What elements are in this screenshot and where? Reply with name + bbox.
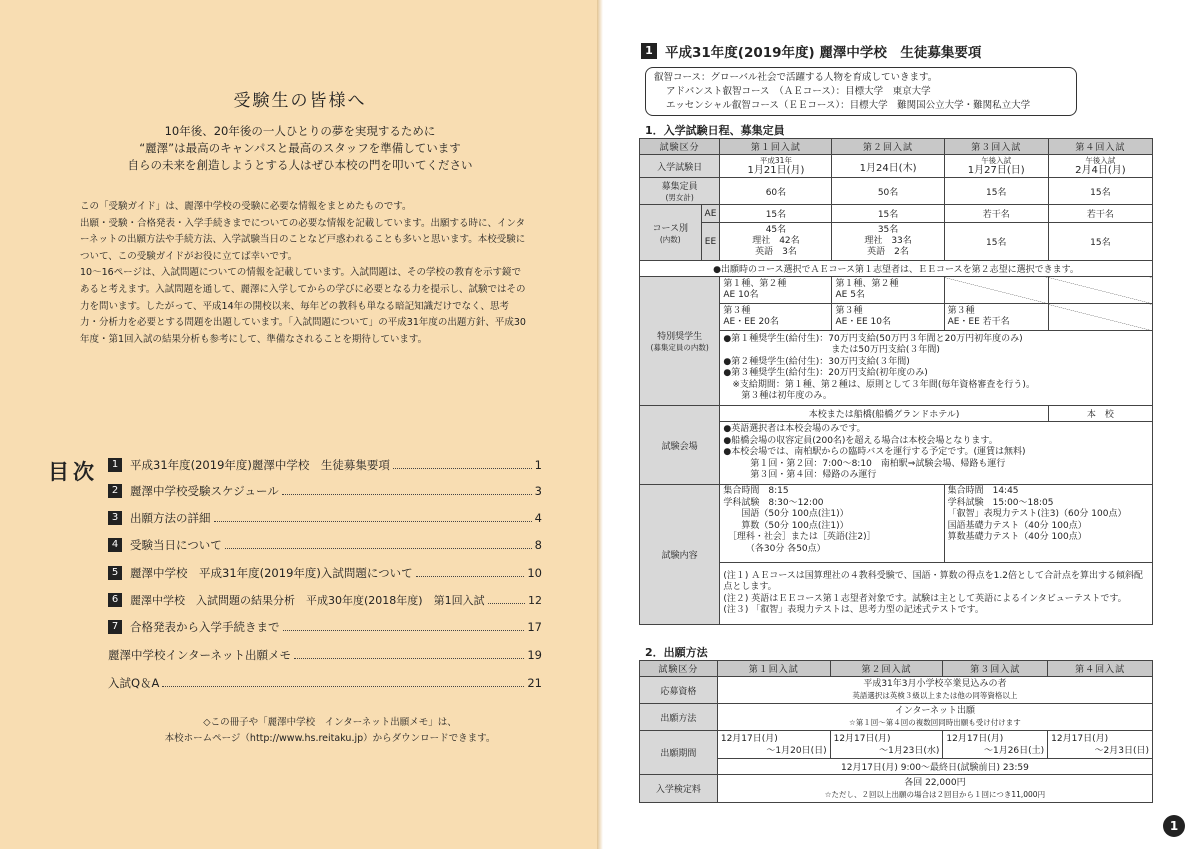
body-paragraph: 10～16ページは、入試問題についての情報を記載しています。入試問題は、その学校の教育を示す鏡であると考えます。入試問題を通して、麗澤に入学してからの学びに必要となる力を提示し、試験ではその力を問います。したがって、平成14年の開校以来、毎年どの教科も単なる暗記知識だけでなく、思考力・分析力を必要とする問題を出題しています。「入試問題について」の平成31年度の出題方針、平成30年度・第1回入試の結果分析も参考にして、準備なされることを期待しています。	[80, 267, 526, 345]
toc-page: 12	[528, 593, 542, 607]
intro-body	[80, 199, 526, 348]
toc-item[interactable]: 2 麗澤中学校受験スケジュール 3	[108, 481, 542, 501]
section-number: 1	[641, 43, 657, 59]
body-paragraph: 出願・受験・合格発表・入学手続きまでについての必要な情報を記載しています。出願する時に、インターネットの出願方法や手続方法、入学試験当日のことなど戸惑われることも多いと思います。本校受験について、この受験ガイドがお役に立てば幸いです。	[80, 217, 526, 262]
toc-item[interactable]: 1 平成31年度(2019年度)麗澤中学校 生徒募集要項 1	[108, 455, 542, 475]
toc-number: 5	[108, 566, 122, 580]
toc-heading: 目次	[48, 460, 98, 484]
lead-line: 自らの未来を創造しようとする人はぜひ本校の門を叩いてください	[127, 158, 473, 172]
section-title: 1 平成31年度(2019年度) 麗澤中学校 生徒募集要項	[641, 41, 981, 61]
toc-number: 4	[108, 538, 122, 552]
apply-heading: 2．出願方法	[645, 646, 708, 659]
intro-title: 受験生の皆様へ	[233, 91, 367, 111]
toc-page: 4	[534, 511, 542, 525]
application-table: 試験区分 第１回入試 第２回入試 第３回入試 第４回入試 応募資格 平成31年3月小学校卒業見込みの者 英語選択は英検３級以上または他の同等資格以上 出願方法 インターネット出願 ☆第１回～第４回の複数回同時出願も受け付けます 出願期間 12月17日(月) ～1月20日(日) 12月17日(月) ～1月23日(水) 12月17日(月) ～1月26日(土) 12月17日(月) ～2月3日(日) 12月17日(月) 9:00～最終日(試験前日) 23:59 入学検定料 各回 22,000円 ☆ただし、２回以上出願の場合は２回目から１回につき11,000円	[639, 660, 1153, 803]
toc-page: 1	[534, 458, 542, 472]
lead-line: 10年後、20年後の一人ひとりの夢を実現するために	[164, 124, 436, 138]
right-page	[603, 0, 1200, 849]
toc-number: 3	[108, 511, 122, 525]
toc-page: 8	[534, 538, 542, 552]
download-note: 本校ホームページ（http://www.hs.reitaku.jp）からダウンロードできます。	[164, 733, 496, 744]
body-paragraph: この「受験ガイド」は、麗澤中学校の受験に必要な情報をまとめたものです。	[80, 201, 412, 212]
toc-page: 21	[527, 676, 542, 690]
toc-page: 19	[527, 648, 542, 662]
toc-item[interactable]: 3 出願方法の詳細 4	[108, 508, 542, 528]
toc-item[interactable]: 4 受験当日について 8	[108, 535, 542, 555]
toc-item[interactable]: 入試Q＆A 21	[108, 676, 542, 690]
toc-page: 17	[527, 620, 542, 634]
toc-item[interactable]: 5 麗澤中学校 平成31年度(2019年度)入試問題について 10	[108, 563, 542, 583]
toc-page: 3	[534, 484, 542, 498]
schedule-table: 試験区分 第１回入試 第２回入試 第３回入試 第４回入試 入学試験日 平成31年 1月21日(月) 1月24日(木) 午後入試 1月27日(日) 午後入試 2月4日(月) 募集定員 (男女計) 60名 50名 15名 15名 コース別 (内数) AE 15名 15名 若干名 若干名 EE 45名 理社 42名 英語 3名 35名 理社 33名 英語 2名 15名 15名 ●出願時のコース選択でＡＥコース第１志望者は、ＥＥコースを第２志望に選択できます。 特別奨学生 (募集定員の内数) 第１種、第２種 AE 10名 第１種、第２種 AE 5名 第３種 AE・EE 20名 第３種 AE・EE 10名 第３種 AE・EE 若干名 ●第１種奨学生(給付生)：70万円支給(50万円３年間と20万円初年度のみ) または50万円支給(３年間) ●第２種奨学生(給付生)：30万円支給(３年間) ●第３種奨学生(給付生)：20万円支給(初年度のみ) ※支給期間：第１種、第２種は、原則として３年間(毎年資格審査を行う)。 第３種は初年度のみ。 試験会場 本校または船橋(船橋グランドホテル) 本 校 ●英語選択者は本校会場のみです。 ●船橋会場の収容定員(200名)を超える場合は本校会場となります。 ●本校会場では、南柏駅からの臨時バスを運行する予定です。(運賃は無料) 第１回・第２回：7:00～8:10 南柏駅⇒試験会場、帰路も運行 第３回・第４回：帰路のみ運行 試験内容 集合時間 8:15 学科試験 8:30～12:00 国語（50分 100点(注1)） 算数（50分 100点(注1)） ［理科・社会］または［英語(注2)］ （各30分 各50点） 集合時間 14:45 学科試験 15:00～18:05 「叡智」表現力テスト(注3)（60分 100点） 国語基礎力テスト（40分 100点） 算数基礎力テスト（40分 100点） (注１) ＡＥコースは国算理社の４教科受験で、国語・算数の得点を1.2倍として合計点を算出する傾斜配点とします。 (注２) 英語はＥＥコース第１志望者対象です。試験は主として英語によるインタビューテストです。 (注３) 「叡智」表現力テストは、思考力型の記述式テストです。	[639, 138, 1153, 625]
toc-item[interactable]: 6 麗澤中学校 入試問題の結果分析 平成30年度(2018年度) 第1回入試 12	[108, 590, 542, 610]
toc-number: 7	[108, 620, 122, 634]
page-number: 1	[1163, 815, 1185, 837]
toc-number: 1	[108, 458, 122, 472]
toc-item[interactable]: 麗澤中学校インターネット出願メモ 19	[108, 648, 542, 662]
toc-item[interactable]: 7 合格発表から入学手続きまで 17	[108, 617, 542, 637]
course-box: 叡智コース：グローバル社会で活躍する人物を育成していきます。 アドバンスト叡智コース （ＡＥコース）：目標大学 東京大学 エッセンシャル叡智コース（ＥＥコース）：目標大学 難関国公立大学・難関私立大学	[645, 67, 1077, 116]
lead-line: “麗澤”は最高のキャンパスと最高のスタッフを準備しています	[139, 141, 461, 155]
toc-number: 2	[108, 484, 122, 498]
toc-page: 10	[527, 566, 542, 580]
schedule-heading: 1．入学試験日程、募集定員	[645, 124, 785, 137]
toc-number: 6	[108, 593, 122, 607]
download-note: ◇この冊子や「麗澤中学校 インターネット出願メモ」は、	[203, 717, 457, 728]
